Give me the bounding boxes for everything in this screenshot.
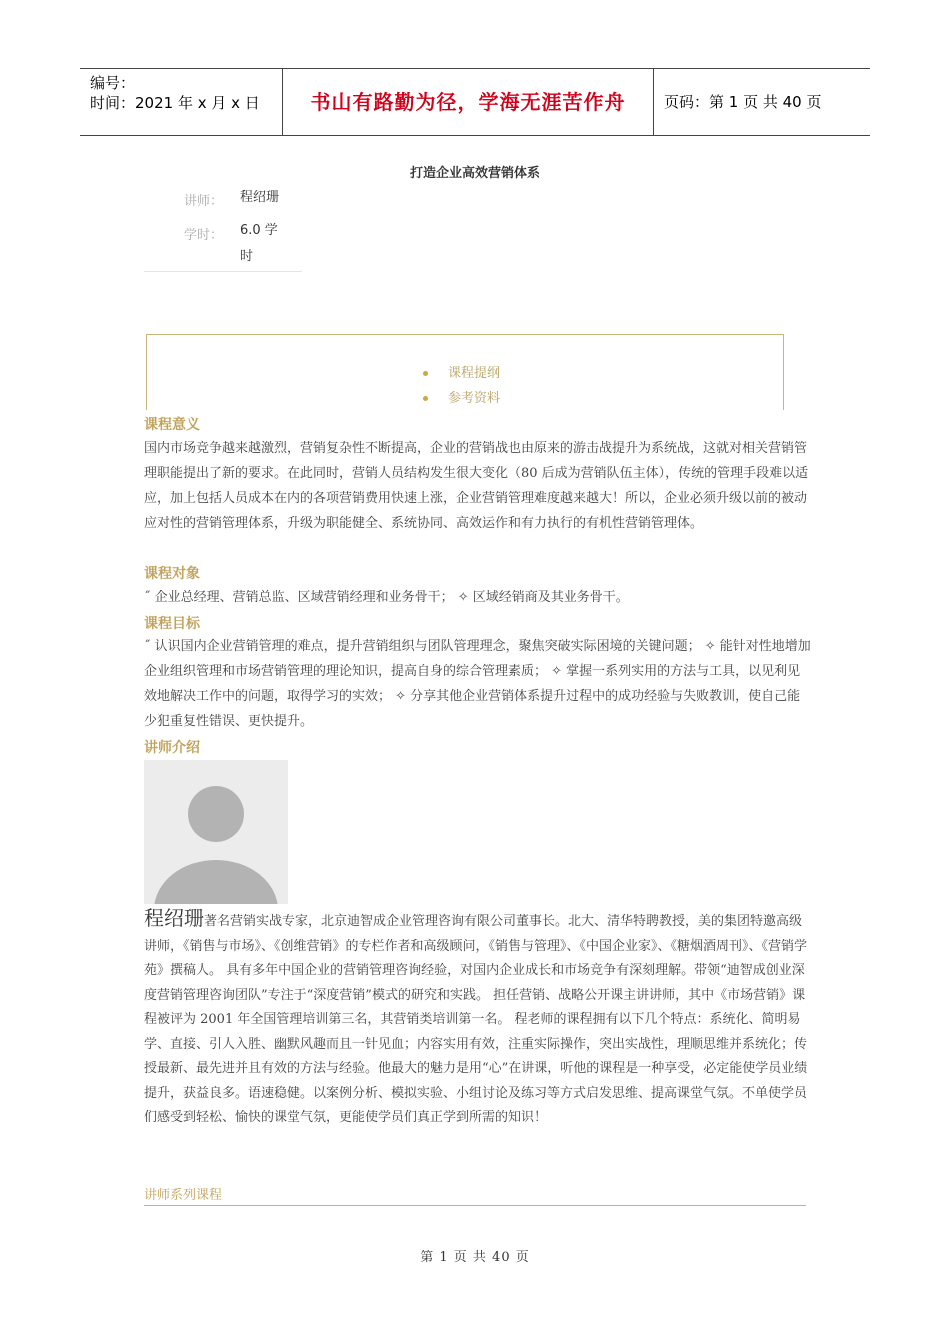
audience-text: ˝ 企业总经理、营销总监、区域营销经理和业务骨干； ✧ 区域经销商及其业务骨干。 [144,590,629,605]
bullet-icon [423,396,428,401]
lecturer-label: 讲师： [184,194,224,209]
lecturer-name: 程绍珊 [144,906,204,930]
lecturer-value: 程绍珊 [240,190,280,205]
outline-item-references[interactable]: 参考资料 [423,386,500,411]
header-left-cell [80,69,282,135]
avatar [144,760,288,904]
series-courses-heading: 讲师系列课程 [144,1184,806,1206]
hours-value-line1: 6.0 学 [240,223,278,238]
document-title: 打造企业高效营销体系 [409,166,540,181]
hours-value-line2: 时 [240,249,254,264]
audience-heading: 课程对象 [144,566,200,582]
header-table [80,68,870,136]
date-label: 时间：2021 年 x 月 x 日 [90,94,260,112]
goals-text: ˝ 认识国内企业营销管理的难点，提升营销组织与团队管理理念，聚焦突破实际困境的关键问题； ✧ 能针对性地增加企业组织管理和市场营销管理的理论知识，提高自身的综合管理素质； ✧ 掌握一系列实用的方法与工具，以见利见效地解决工作中的问题，取得学习的实效； ✧ 分享其他企业营销体系提升过程中的成功经验与失败教训，使自己能少犯重复性错误、更快提升。 [144,639,811,729]
goals-heading: 课程目标 [144,616,200,632]
bullet-icon [423,371,428,376]
number-label: 编号： [90,74,136,92]
motto: 书山有路勤为径，学海无涯苦作舟 [282,69,654,135]
significance-heading: 课程意义 [144,417,200,433]
significance-text: 国内市场竞争越来越激烈，营销复杂性不断提高，企业的营销战也由原来的游击战提升为系统战，这就对相关营销管理职能提出了新的要求。在此同时，营销人员结构发生很大变化（80 后成为营销队伍主体），传统的管理手段难以适应，加上包括人员成本在内的各项营销费用快速上涨，企业营销管理难度越来越大！所以，企业必须升级以前的被动应对性的营销管理体系，升级为职能健全、系统协同、高效运作和有力执行的有机性营销管理体。 [144,441,809,531]
page-label: 页码：第 1 页 共 40 页 [664,93,822,111]
page-footer: 第 1 页 共 40 页 [420,1250,530,1265]
outline-list [423,361,500,411]
lecturer-intro-heading: 讲师介绍 [144,740,200,756]
lecturer-bio [144,906,812,1131]
avatar-placeholder-icon [144,760,288,904]
outline-box [146,334,784,410]
outline-item-syllabus[interactable]: 课程提纲 [423,361,500,386]
lecturer-bio-text: 著名营销实战专家，北京迪智成企业管理咨询有限公司董事长。北大、清华特聘教授，美的集团特邀高级讲师，《销售与市场》、《创维营销》的专栏作者和高级顾问，《销售与管理》、《中国企业家》、《糖烟酒周刊》、《营销学苑》撰稿人。 具有多年中国企业的营销管理咨询经验，对国内企业成长和市场竞争有深刻理解。带领“迪智成创业深度营销管理咨询团队”专注于“深度营销”模式的研究和实践。 担任营销、战略公开课主讲讲师，其中《市场营销》课程被评为 2001 年全国管理培训第三名，其营销类培训第一名。 程老师的课程拥有以下几个特点：系统化、简明易学、直接、引人入胜、幽默风趣而且一针见血；内容实用有效，注重实际操作，突出实战性，理顺思维并系统化；传授最新、最先进并且有效的方法与经验。他最大的魅力是用“心”在讲课，听他的课程是一种享受，必定能使学员业绩提升，获益良多。语速稳健。以案例分析、模拟实验、小组讨论及练习等方式启发思维、提高课堂气氛。不单使学员们感受到轻松、愉快的课堂气氛，更能使学员们真正学到所需的知识！ [144,914,808,1125]
course-meta [144,188,302,272]
hours-label: 学时： [184,228,224,243]
